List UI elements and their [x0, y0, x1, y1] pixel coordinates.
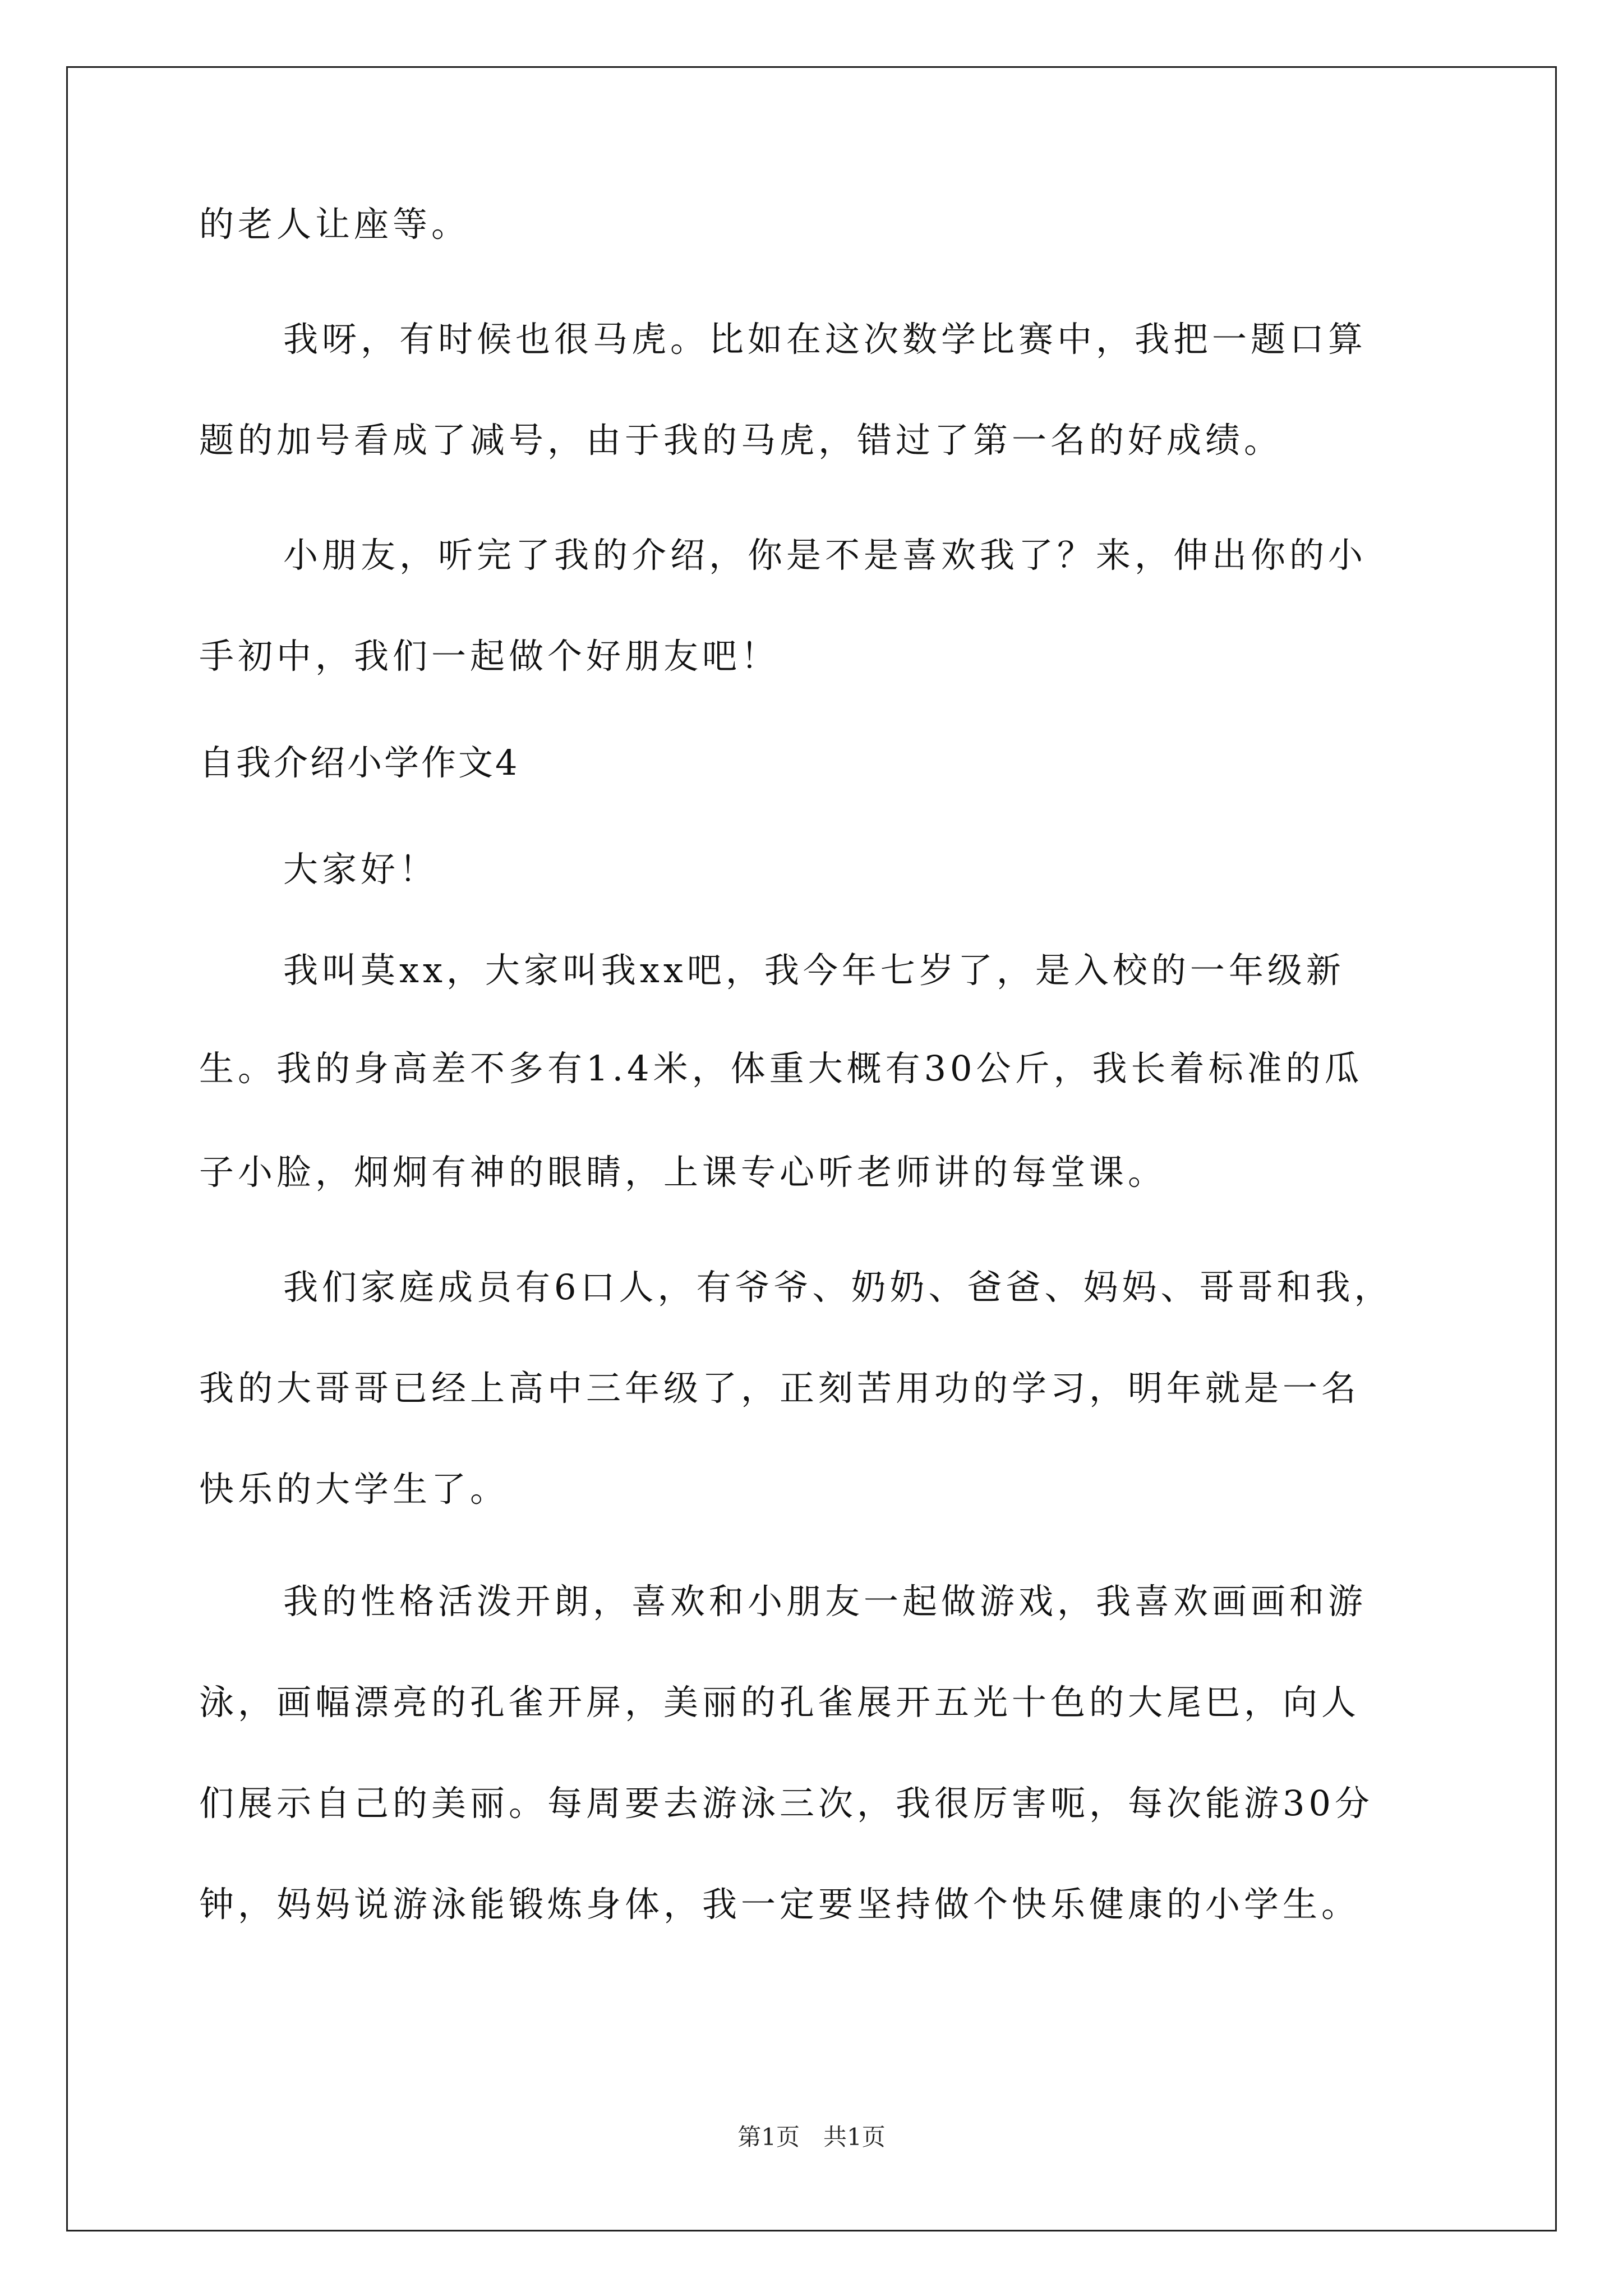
page-number-footer: 第1页 共1页	[737, 2123, 886, 2151]
paragraph-line: 小朋友，听完了我的介绍，你是不是喜欢我了？来，伸出你的小	[283, 535, 1367, 576]
text-line: 题的加号看成了减号，由于我的马虎，错过了第一名的好成绩。	[199, 420, 1283, 461]
text-line: 钟，妈妈说游泳能锻炼身体，我一定要坚持做个快乐健康的小学生。	[199, 1884, 1361, 1925]
paragraph-line: 我们家庭成员有6口人，有爷爷、奶奶、爸爸、妈妈、哥哥和我，	[283, 1267, 1393, 1308]
text-line: 我的大哥哥已经上高中三年级了，正刻苦用功的学习，明年就是一名	[199, 1368, 1361, 1409]
text-line: 泳，画幅漂亮的孔雀开屏，美丽的孔雀展开五光十色的大尾巴，向人	[199, 1682, 1361, 1723]
paragraph-line: 我的性格活泼开朗，喜欢和小朋友一起做游戏，我喜欢画画和游	[283, 1581, 1367, 1622]
paragraph-line: 大家好！	[283, 849, 439, 890]
paragraph-line: 我呀，有时候也很马虎。比如在这次数学比赛中，我把一题口算	[283, 319, 1367, 360]
section-heading: 自我介绍小学作文4	[199, 742, 520, 783]
text-line: 快乐的大学生了。	[199, 1469, 509, 1510]
text-line: 的老人让座等。	[199, 204, 471, 245]
paragraph-line: 我叫莫xx，大家叫我xx吧，我今年七岁了，是入校的一年级新	[283, 950, 1345, 991]
text-line: 手初中，我们一起做个好朋友吧！	[199, 636, 780, 677]
text-line: 子小脸，炯炯有神的眼睛，上课专心听老师讲的每堂课。	[199, 1152, 1167, 1193]
text-line: 们展示自己的美丽。每周要去游泳三次，我很厉害呃，每次能游30分	[199, 1783, 1373, 1824]
text-line: 生。我的身高差不多有1.4米，体重大概有30公斤，我长着标准的瓜	[199, 1048, 1363, 1089]
